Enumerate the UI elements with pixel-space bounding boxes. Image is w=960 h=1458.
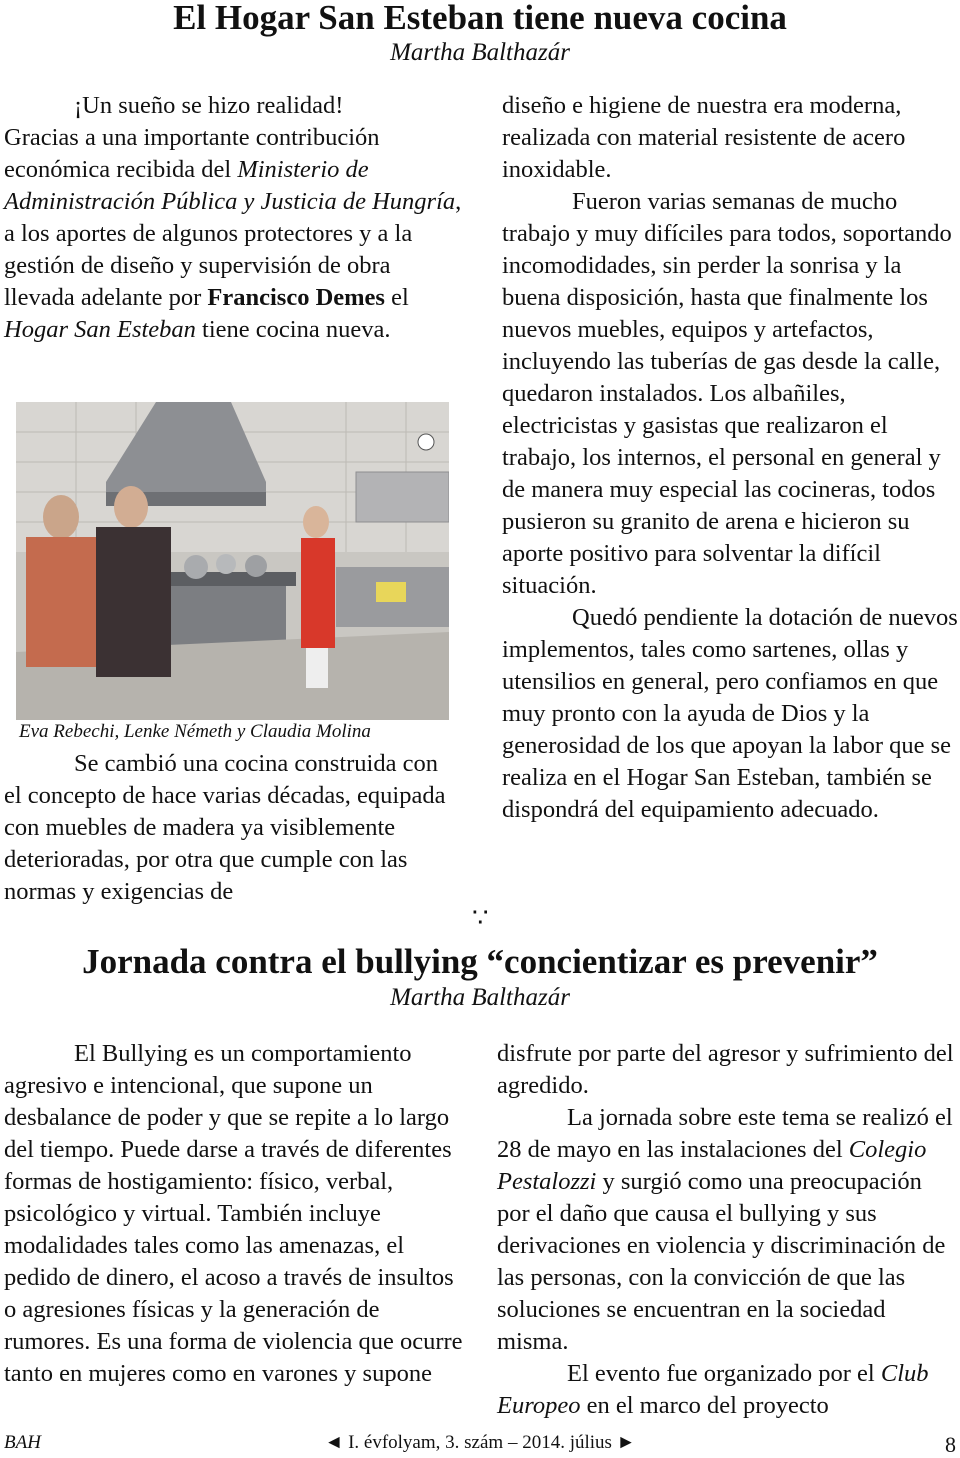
article-right-column: [497, 1038, 960, 1422]
designer-name: Francisco Demes: [207, 284, 385, 311]
article-title: Jornada contra el bullying “concientizar es prevenir”: [82, 942, 878, 981]
intro-paragraph: Gracias a una importante contribución económica recibida del Ministerio de Administración Pública y Justicia de Hungría, a los aportes de algunos protectores y a la gestión de diseño y supervisión de obra llevada adelante por Francisco Demes el Hogar San Esteban tiene cocina nueva.: [4, 124, 462, 343]
hogar-name: Hogar San Esteban: [4, 316, 196, 343]
kitchen-photo: [16, 402, 449, 720]
article-title: El Hogar San Esteban tiene nueva cocina: [173, 0, 787, 37]
paragraph: El Bullying es un comportamiento agresivo e intencional, que supone un desbalance de poder y que se repite a lo largo del tiempo. Puede darse a través de diferentes formas de hostigamiento: físico, verbal, psicológico y virtual. También incluye modalidades tales como las amenazas, el pedido de dinero, el acoso a través de insultos o agresiones físicas y la generación de rumores. Es una forma de violencia que ocurre tanto en mujeres como en varones y supone: [4, 1040, 463, 1387]
paragraph: disfrute por parte del agresor y sufrimiento del agredido.: [497, 1040, 954, 1099]
intro-exclaim: ¡Un sueño se hizo realidad!: [74, 92, 344, 119]
page-number: 8: [945, 1432, 956, 1457]
paragraph: diseño e higiene de nuestra era moderna, realizada con material resistente de acero inoxidable.: [502, 92, 906, 183]
section-separator: ∵: [472, 903, 489, 932]
footer-issue-info: ◄ I. évfolyam, 3. szám – 2014. július ►: [324, 1432, 636, 1453]
article-left-column: [4, 90, 462, 346]
article-left-column-bottom: [4, 748, 450, 908]
ministry-name: Ministerio de Administración Pública y Justicia de Hungría: [4, 156, 456, 215]
paragraph: Quedó pendiente la dotación de nuevos implementos, tales como sartenes, ollas y utensilios en general, pero confiamos en que muy pronto con la ayuda de Dios y la generosidad de los que apoyan la labor que se realiza en el Hogar San Esteban, también se dispondrá del equipamiento adecuado.: [502, 604, 958, 823]
paragraph: El evento fue organizado por el Club Europeo en el marco del proyecto: [497, 1360, 929, 1419]
paragraph: Fueron varias semanas de mucho trabajo y muy difíciles para todos, soportando incomodidades, sin perder la sonrisa y la buena disposición, hasta que finalmente los nuevos muebles, equipos y artefactos, incluyendo las tuberías de gas desde la calle, quedaron instalados. Los albañiles, electricistas y gasistas que realizaron el trabajo, los internos, el personal en general y de manera muy especial las cocineras, todos pusieron su granito de arena e hicieron su aporte positivo para solventar la difícil situación.: [502, 188, 952, 599]
club-name: Club Europeo: [497, 1360, 929, 1419]
paragraph: Se cambió una cocina construida con el concepto de hace varias décadas, equipada con muebles de madera ya visiblemente deterioradas, por otra que cumple con las normas y exigencias de: [4, 750, 446, 905]
paragraph: La jornada sobre este tema se realizó el 28 de mayo en las instalaciones del Colegio Pestalozzi y surgió como una preocupación por el daño que causa el bullying y sus derivaciones en violencia y discriminación de las personas, con la convicción de que las soluciones se encuentran en la sociedad misma.: [497, 1104, 953, 1355]
footer-publication-mark: BAH: [4, 1432, 41, 1453]
article-right-column: [502, 90, 960, 826]
article-author: Martha Balthazár: [390, 39, 570, 66]
photo-caption: Eva Rebechi, Lenke Németh y Claudia Molina: [19, 721, 371, 742]
school-name: Colegio Pestalozzi: [497, 1136, 927, 1195]
article-left-column: [4, 1038, 468, 1390]
article-author: Martha Balthazár: [390, 984, 570, 1011]
